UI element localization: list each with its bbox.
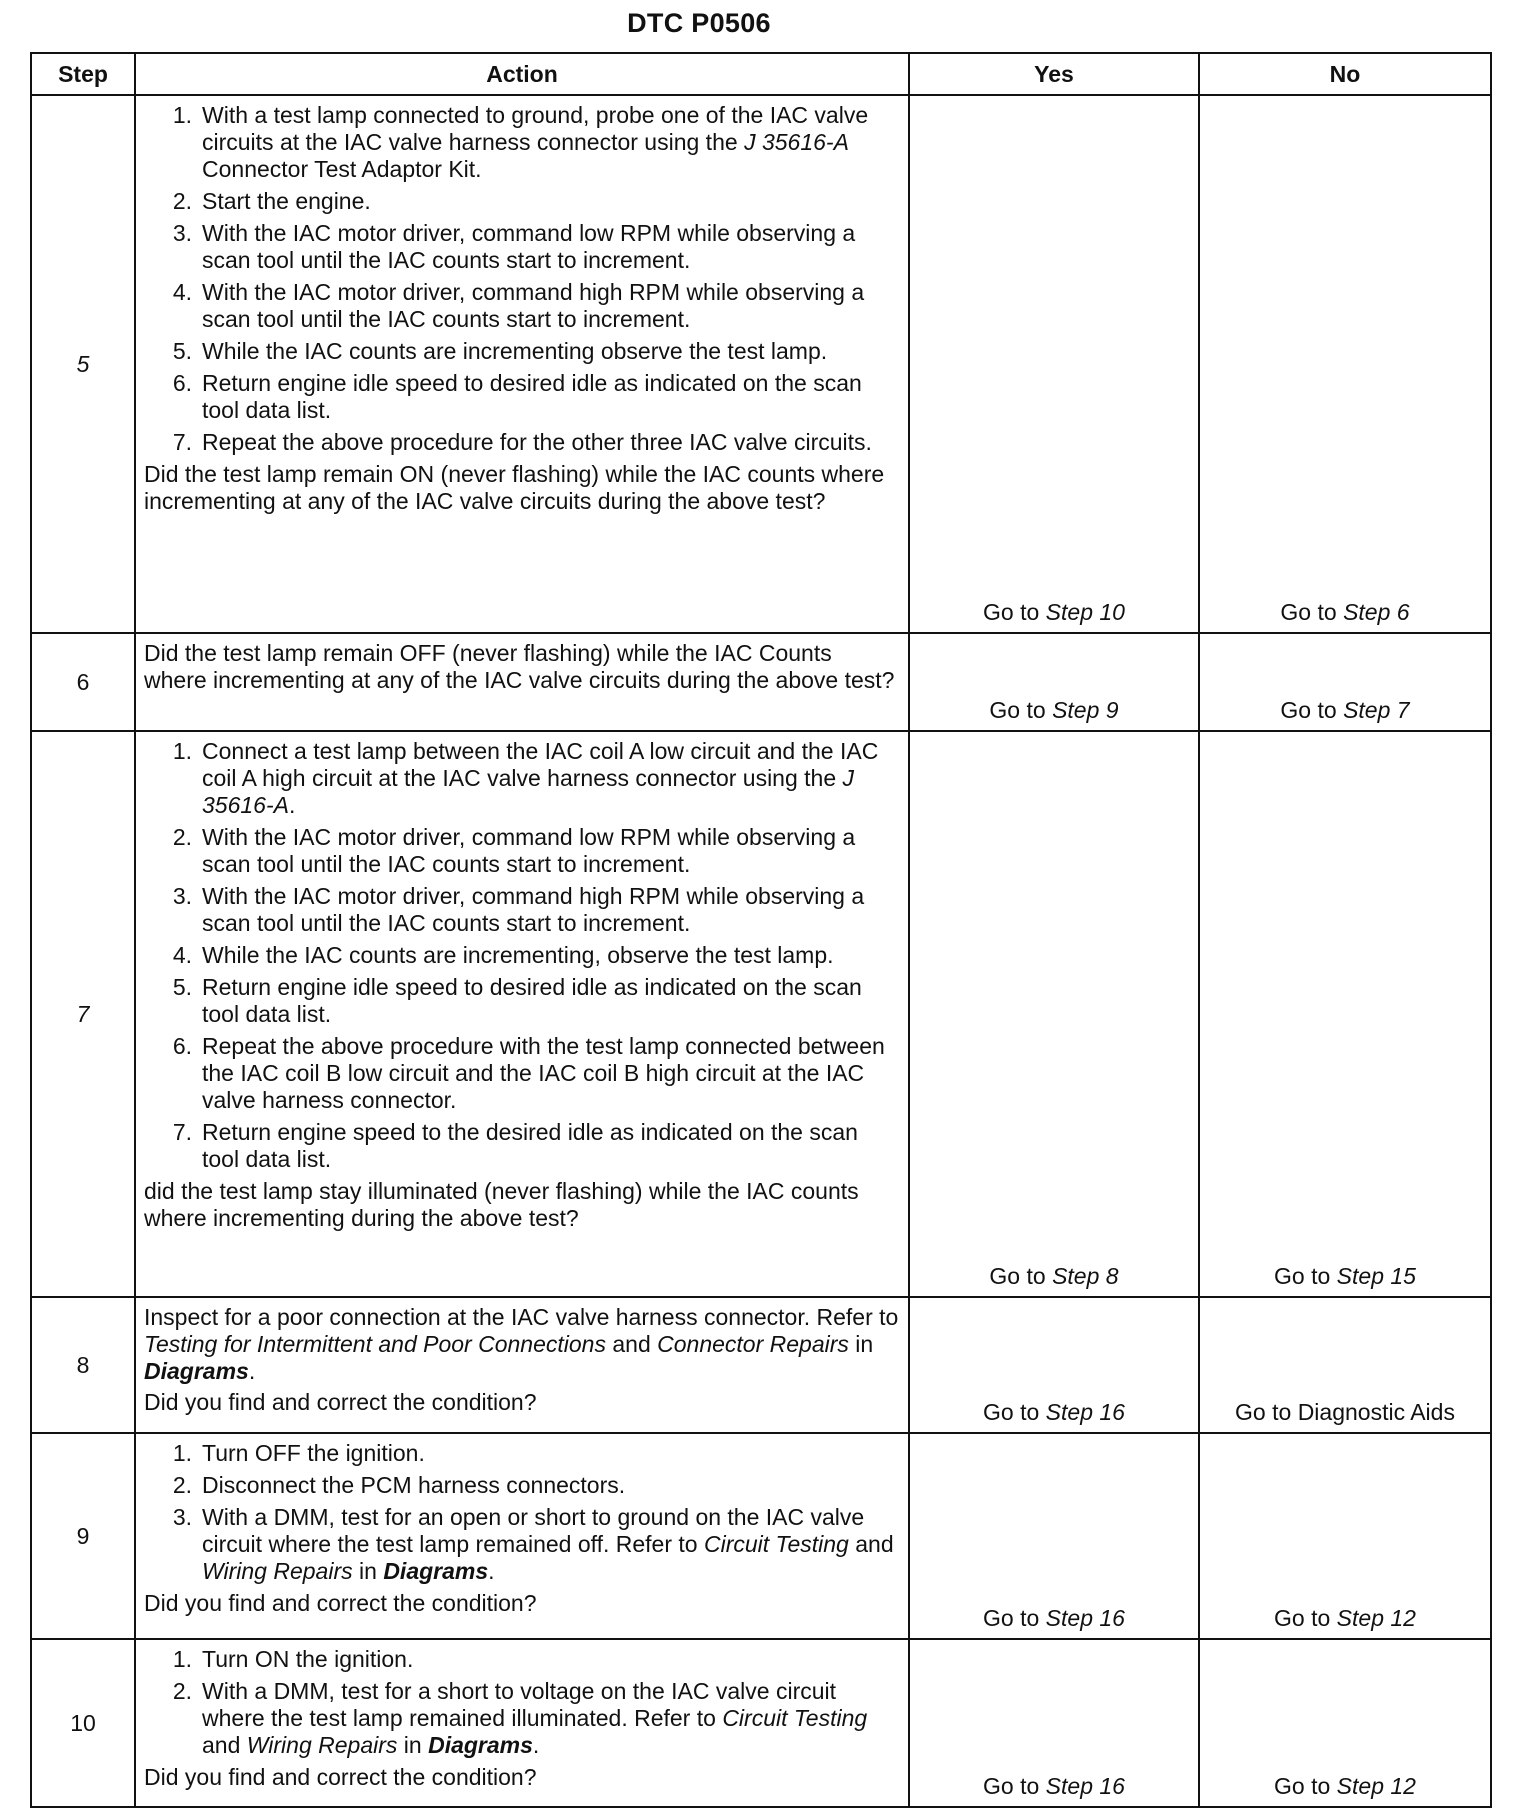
item-text: Return engine idle speed to desired idle as indicated on the scan tool data list. (202, 974, 862, 1027)
yes-answer (909, 1639, 1199, 1807)
action-cell (135, 633, 909, 731)
list-item (144, 1440, 900, 1467)
item-number: 2. (172, 188, 192, 214)
step-link[interactable]: Step 8 (1052, 1263, 1119, 1289)
procedure-list (144, 1440, 900, 1585)
item-number: 2. (172, 1472, 192, 1498)
answer-prefix: Go to (1274, 1263, 1337, 1289)
no-answer (1199, 731, 1491, 1297)
doc-reference[interactable]: Circuit Testing (703, 1531, 849, 1557)
list-item (144, 1119, 900, 1173)
item-text-part: Connect a test lamp between the IAC coil A low circuit and the IAC coil A high circuit at the IAC valve harness connector using the (202, 738, 879, 791)
header-action: Action (135, 53, 909, 95)
item-text-part: . (488, 1558, 495, 1584)
item-text (202, 1678, 900, 1759)
item-number: 2. (172, 824, 192, 850)
item-text (202, 738, 900, 819)
item-text: Return engine idle speed to desired idle as indicated on the scan tool data list. (202, 370, 862, 423)
item-number: 6. (172, 1033, 192, 1059)
item-number: 5. (172, 338, 192, 364)
item-text-part: and (202, 1732, 247, 1758)
doc-reference[interactable]: Diagrams (428, 1732, 533, 1758)
item-text-part: With a DMM, test for an open or short to ground on the IAC valve circuit where the test lamp remained off. Refer to (202, 1504, 865, 1557)
table-row (31, 1433, 1491, 1639)
diagnostic-table (30, 52, 1492, 1808)
step-link[interactable]: Step 9 (1052, 697, 1119, 723)
step-link[interactable]: Step 7 (1343, 697, 1410, 723)
action-cell (135, 731, 909, 1297)
list-item (144, 1646, 900, 1673)
instruction-text (144, 1304, 900, 1385)
list-item (144, 942, 900, 969)
answer-prefix: Go to (983, 1605, 1046, 1631)
list-item (144, 279, 900, 333)
list-item (144, 824, 900, 878)
step-link[interactable]: Step 16 (1045, 1399, 1125, 1425)
answer-prefix: Go to (983, 599, 1046, 625)
question-text: Did the test lamp remain OFF (never flashing) while the IAC Counts where incrementing at any of the IAC valve circuits during the above test? (144, 640, 895, 693)
item-number: 3. (172, 220, 192, 246)
doc-reference[interactable]: Testing for Intermittent and Poor Connections (144, 1331, 606, 1357)
question-text: Did the test lamp remain ON (never flashing) while the IAC counts where incrementing at any of the IAC valve circuits during the above test? (144, 461, 885, 514)
step-link[interactable]: Step 15 (1336, 1263, 1416, 1289)
item-number: 1. (172, 102, 192, 128)
list-item (144, 429, 900, 456)
list-item (144, 974, 900, 1028)
instruction-part: . (248, 1358, 256, 1384)
item-text: While the IAC counts are incrementing observe the test lamp. (202, 338, 828, 364)
item-text (202, 102, 900, 183)
procedure-list (144, 738, 900, 1173)
answer-prefix: Go to (983, 1773, 1046, 1799)
doc-reference[interactable]: Diagrams (383, 1558, 489, 1584)
item-text-part: in (397, 1732, 429, 1758)
table-row (31, 633, 1491, 731)
item-text: While the IAC counts are incrementing, observe the test lamp. (202, 942, 834, 968)
item-text-part: With a test lamp connected to ground, probe one of the IAC valve circuits at the IAC valve harness connector using the (202, 102, 869, 155)
action-cell (135, 1639, 909, 1807)
item-number: 4. (172, 279, 192, 305)
item-text: Turn OFF the ignition. (202, 1440, 425, 1466)
item-text-part: in (352, 1558, 384, 1584)
item-number: 3. (172, 1504, 192, 1530)
list-item (144, 1033, 900, 1114)
item-text-part: Connector Test Adaptor Kit. (202, 156, 482, 182)
item-text-part: . (288, 792, 296, 818)
list-item (144, 1504, 900, 1585)
item-text-part: and (848, 1531, 894, 1557)
item-text: With the IAC motor driver, command high RPM while observing a scan tool until the IAC counts start to increment. (202, 279, 865, 332)
answer-prefix: Go to (1280, 697, 1344, 723)
step-link[interactable]: Step 6 (1343, 599, 1410, 625)
doc-reference[interactable]: Circuit Testing (722, 1705, 868, 1731)
doc-reference[interactable]: Wiring Repairs (246, 1732, 398, 1758)
list-item (144, 883, 900, 937)
item-text: With the IAC motor driver, command high RPM while observing a scan tool until the IAC counts start to increment. (202, 883, 865, 936)
list-item (144, 188, 900, 215)
action-cell (135, 1433, 909, 1639)
item-number: 4. (172, 942, 192, 968)
no-answer (1199, 633, 1491, 731)
yes-answer (909, 95, 1199, 633)
no-answer (1199, 1433, 1491, 1639)
item-text: Return engine speed to the desired idle as indicated on the scan tool data list. (202, 1119, 858, 1172)
table-header-row (31, 53, 1491, 95)
step-number: 8 (31, 1297, 135, 1433)
doc-reference[interactable]: Connector Repairs (657, 1331, 849, 1357)
item-number: 1. (172, 738, 192, 764)
item-text: Repeat the above procedure for the other three IAC valve circuits. (202, 429, 872, 455)
item-text: With the IAC motor driver, command low RPM while observing a scan tool until the IAC counts start to increment. (202, 220, 856, 273)
list-item (144, 102, 900, 183)
answer-prefix: Go to (983, 1399, 1046, 1425)
procedure-list (144, 102, 900, 456)
answer-prefix: Go to (1280, 599, 1344, 625)
list-item (144, 1472, 900, 1499)
table-row (31, 731, 1491, 1297)
answer-prefix: Go to (1274, 1605, 1337, 1631)
yes-answer (909, 1297, 1199, 1433)
page-title: DTC P0506 (627, 8, 771, 38)
action-cell (135, 95, 909, 633)
yes-answer (909, 731, 1199, 1297)
table-row (31, 95, 1491, 633)
doc-reference[interactable]: Diagrams (144, 1358, 249, 1384)
item-text: Start the engine. (202, 188, 371, 214)
item-number: 6. (172, 370, 192, 396)
no-answer (1199, 95, 1491, 633)
header-step: Step (31, 53, 135, 95)
doc-reference[interactable]: Wiring Repairs (202, 1558, 353, 1584)
step-number: 10 (31, 1639, 135, 1807)
header-yes: Yes (909, 53, 1199, 95)
step-number: 7 (31, 731, 135, 1297)
step-link[interactable]: Step 10 (1045, 599, 1125, 625)
item-number: 7. (172, 429, 192, 455)
question-text: Did you find and correct the condition? (144, 1590, 537, 1616)
question-text: Did you find and correct the condition? (144, 1389, 537, 1415)
instruction-part: Refer to (816, 1304, 899, 1330)
step-link[interactable]: Step 16 (1045, 1605, 1125, 1631)
instruction-part: in (848, 1331, 874, 1357)
header-no: No (1199, 53, 1491, 95)
item-text: Turn ON the ignition. (202, 1646, 414, 1672)
item-number: 1. (172, 1440, 192, 1466)
answer-prefix: Go to (1274, 1773, 1337, 1799)
step-number: 5 (31, 95, 135, 633)
question-text: Did you find and correct the condition? (144, 1764, 537, 1790)
item-text-part: . (532, 1732, 540, 1758)
tool-reference: J 35616-A (744, 129, 849, 155)
list-item (144, 338, 900, 365)
list-item (144, 738, 900, 819)
item-number: 5. (172, 974, 192, 1000)
question-text: did the test lamp stay illuminated (never flashing) while the IAC counts where incrementing during the above test? (144, 1178, 859, 1231)
step-link[interactable]: Step 12 (1336, 1605, 1416, 1631)
table-row (31, 1297, 1491, 1433)
step-number: 6 (31, 633, 135, 731)
list-item (144, 220, 900, 274)
procedure-list (144, 1646, 900, 1759)
yes-answer (909, 633, 1199, 731)
instruction-part: and (605, 1331, 658, 1357)
item-text-part: With a DMM, test for a short to voltage on the IAC valve circuit where the test lamp remained illuminated. Refer to (202, 1678, 837, 1731)
no-answer[interactable]: Go to Diagnostic Aids (1199, 1297, 1491, 1433)
item-number: 7. (172, 1119, 192, 1145)
list-item (144, 370, 900, 424)
item-number: 1. (172, 1646, 192, 1672)
item-text: Disconnect the PCM harness connectors. (202, 1472, 626, 1498)
item-text: With the IAC motor driver, command low RPM while observing a scan tool until the IAC counts start to increment. (202, 824, 856, 877)
action-cell (135, 1297, 909, 1433)
no-answer (1199, 1639, 1491, 1807)
answer-prefix: Go to (989, 1263, 1053, 1289)
answer-prefix: Go to (989, 697, 1053, 723)
item-number: 2. (172, 1678, 192, 1704)
instruction-part: Inspect for a poor connection at the IAC valve harness connector. (144, 1304, 811, 1330)
table-row (31, 1639, 1491, 1807)
item-number: 3. (172, 883, 192, 909)
step-link[interactable]: Step 12 (1336, 1773, 1416, 1799)
yes-answer (909, 1433, 1199, 1639)
item-text (202, 1504, 900, 1585)
item-text: Repeat the above procedure with the test lamp connected between the IAC coil B low circuit and the IAC coil B high circuit at the IAC valve harness connector. (202, 1033, 885, 1113)
list-item (144, 1678, 900, 1759)
step-link[interactable]: Step 16 (1045, 1773, 1125, 1799)
tool-reference: J 35616-A (202, 765, 855, 818)
step-number: 9 (31, 1433, 135, 1639)
